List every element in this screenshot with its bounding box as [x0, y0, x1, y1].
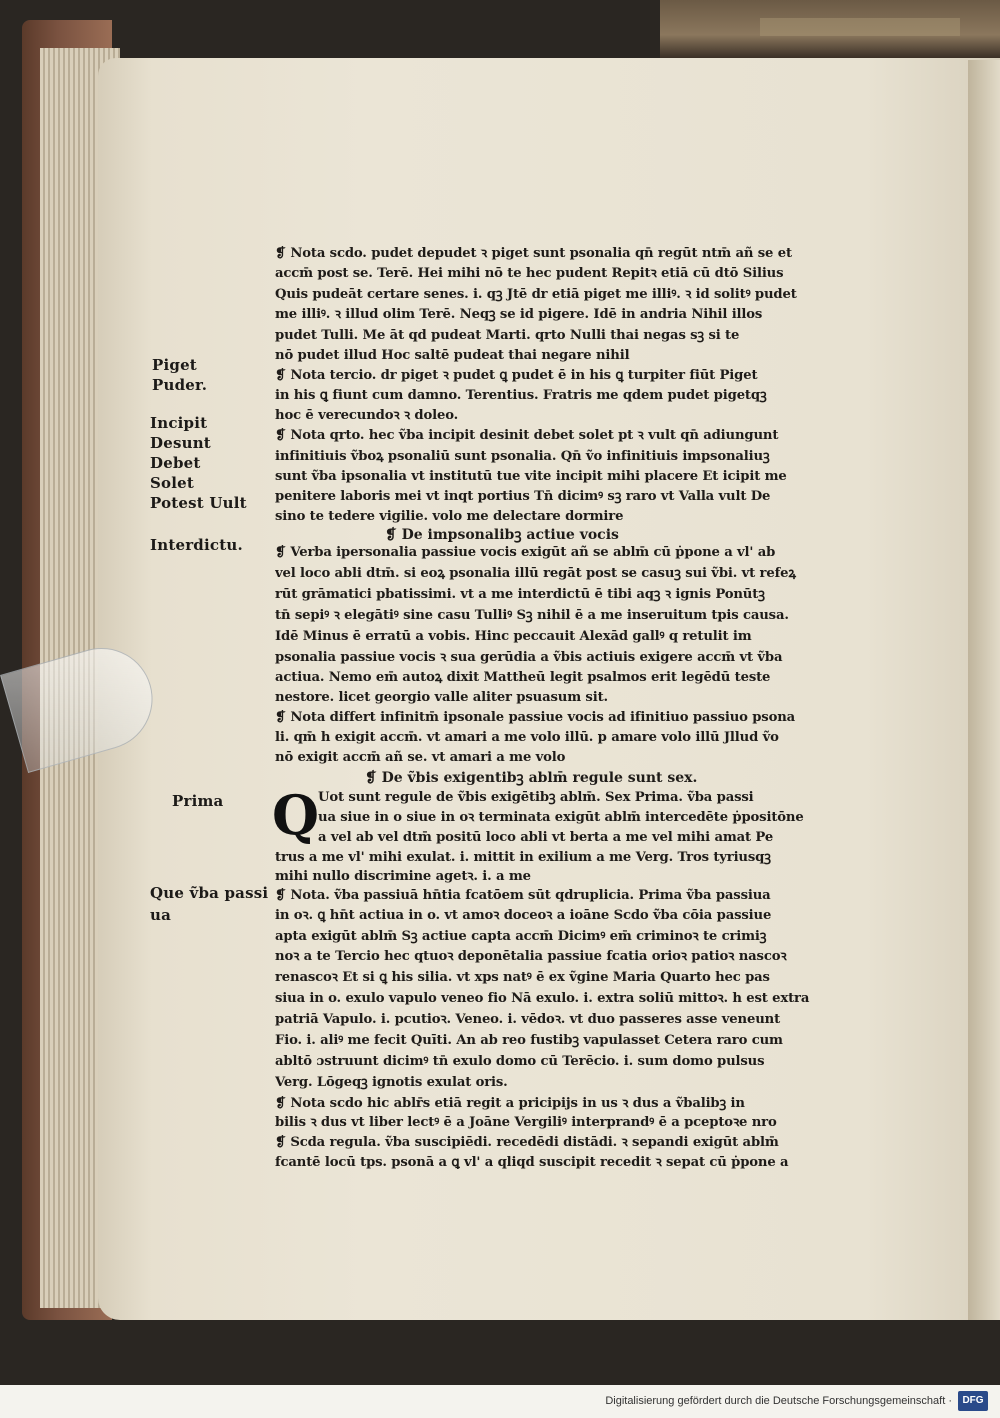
- text-line: trus a me vl' mihi exulat. i. mittit in exilium a me Verg. Tros tyriusqꝫ: [275, 850, 771, 865]
- text-line: ua siue in o siue in oꝛ terminata exigūt ablm̄ intercedēte ṗpositōne: [318, 810, 804, 825]
- text-line: apta exigūt ablm̄ Sꝫ actiue capta accm̄ Dicimꝰ em̄ criminoꝛ te crimiꝫ: [275, 929, 767, 944]
- text-line: li. qm̄ h exigit accm̄. vt amari a me volo illū. p amare volo illū Jllud ṽo: [275, 730, 779, 745]
- margin-note: Que ṽba passi: [150, 884, 269, 902]
- text-line: abltō ɔstruunt dicimꝰ tn̄ exulo domo cū Terēcio. i. sum domo pulsus: [275, 1054, 765, 1069]
- text-line: ❡ Nota scdo. pudet depudet ꝛ piget sunt psonalia qn̄ regūt ntm̄ añ se et: [275, 246, 792, 261]
- text-line: penitere laboris mei vt inqt portius Tn̄ dicimꝰ sꝫ raro vt Valla vult De: [275, 489, 771, 504]
- text-line: me illiꝰ. ꝛ illud olim Terē. Neqꝫ se id pigere. Idē in andria Nihil illos: [275, 307, 763, 322]
- initial-letter: Q: [272, 783, 320, 847]
- margin-note: Debet: [150, 454, 201, 472]
- text-line: psonalia passiue vocis ꝛ sua gerūdia a ṽbis actiuis exigere accm̄ vt ṽba: [275, 650, 783, 665]
- text-line: ❡ Verba ipersonalia passiue vocis exigūt añ se ablm̄ cū ṗpone a vl' ab: [275, 545, 776, 560]
- text-line: bilis ꝛ dus vt liber lectꝰ ē a Joāne Vergiliꝰ interprandꝰ ē a pceptoꝛe nro: [275, 1115, 777, 1130]
- text-line: Fio. i. aliꝰ me fecit Quīti. An ab reo fustibꝫ vapulasset Cetera raro cum: [275, 1033, 783, 1048]
- top-strip-label-area: [760, 18, 960, 36]
- footer-bar: [0, 1385, 1000, 1418]
- text-line: nō pudet illud Hoc saltē pudeat thai negare nihil: [275, 348, 630, 363]
- text-line: Verg. Lōgeqꝫ ignotis exulat oris.: [275, 1075, 508, 1090]
- text-line: nō exigit accm̄ añ se. vt amari a me volo: [275, 750, 566, 765]
- margin-note: Desunt: [150, 434, 211, 452]
- text-line: hoc ē verecundoꝛ ꝛ doleo.: [275, 408, 459, 423]
- text-line: siua in o. exulo vapulo veneo fio Nā exulo. i. extra soliū mittoꝛ. h est extra: [275, 991, 810, 1006]
- text-line: rūt grāmatici pbatissimi. vt a me interdictū ē tibi aqꝫ ꝛ ignis Ponūtꝫ: [275, 587, 765, 602]
- text-line: patriā Vapulo. i. pcutioꝛ. Veneo. i. vēdoꝛ. vt duo passeres asse veneunt: [275, 1012, 781, 1027]
- text-line: ❡ Nota qrto. hec ṽba incipit desinit debet solet pt ꝛ vult qn̄ adiungunt: [275, 428, 779, 443]
- text-line: ❡ Scda regula. ṽba suscipiēdi. recedēdi distādi. ꝛ sepandi exigūt ablm̄: [275, 1135, 779, 1150]
- text-line: mihi nullo discrimine agetꝛ. i. a me: [275, 869, 531, 884]
- text-line: in oꝛ. ꝗ hn̄t actiua in o. vt amoꝛ doceoꝛ a ioāne Scdo ṽba cōia passiue: [275, 908, 772, 923]
- text-line: pudet Tulli. Me āt qd pudeat Marti. qrto Nulli thai negas sꝫ si te: [275, 328, 740, 343]
- text-line: ❡ Nota tercio. dr piget ꝛ pudet ꝗ pudet ē in his ꝗ turpiter fiūt Piget: [275, 368, 758, 383]
- dfg-logo: DFG: [958, 1391, 988, 1411]
- text-line: Idē Minus ē erratū a vobis. Hinc peccauit Alexād gallꝰ q retulit im: [275, 629, 752, 644]
- section-heading: ❡ De impsonalibꝫ actiue vocis: [385, 527, 619, 543]
- text-line: sunt ṽba ipsonalia vt institutū tue vite incipit mihi placere Et icipit me: [275, 469, 787, 484]
- text-line: Uot sunt regule de ṽbis exigētibꝫ ablm̄. Sex Prima. ṽba passi: [318, 790, 754, 805]
- margin-note: Potest Uult: [150, 494, 247, 512]
- text-line: actiua. Nemo em̄ autoꝝ dixit Mattheū legit psalmos erit legēdū teste: [275, 670, 771, 685]
- margin-note: Piget: [152, 356, 197, 374]
- text-line: Quis pudeāt certare senes. i. qꝫ Jtē dr etiā piget me illiꝰ. ꝛ id solitꝰ pudet: [275, 287, 797, 302]
- text-line: sino te tedere vigilie. volo me delectare dormire: [275, 509, 624, 524]
- funding-notice: Digitalisierung gefördert durch die Deutsche Forschungsgemeinschaft ·: [605, 1395, 952, 1407]
- margin-note: Incipit: [150, 414, 208, 432]
- text-line: renascoꝛ Et si ꝗ his silia. vt xps natꝰ ē ex ṽgine Maria Quarto hec pas: [275, 970, 770, 985]
- text-line: ❡ Nota scdo hic ablr̄s etiā regit a pricipijs in us ꝛ dus a ṽbalibꝫ in: [275, 1096, 745, 1111]
- text-line: ❡ Nota. ṽba passiuā hn̄tia fcatōem sūt qdruplicia. Prima ṽba passiua: [275, 888, 771, 903]
- text-line: vel loco abli dtm̄. si eoꝝ psonalia illū regāt post se casuꝫ sui ṽbi. vt refeꝝ: [275, 566, 796, 581]
- text-line: in his ꝗ fiunt cum damno. Terentius. Fratris me qdem pudet pigetqꝫ: [275, 388, 767, 403]
- text-line: a vel ab vel dtm̄ positū loco abli vt berta a me vel mihi amat Pe: [318, 830, 774, 845]
- facing-page-edge: [968, 60, 1000, 1320]
- section-heading: ❡ De ṽbis exigentibꝫ ablm̄ regule sunt sex.: [365, 770, 698, 786]
- text-line: nestore. licet georgio valle aliter psuasum sit.: [275, 690, 608, 705]
- text-line: noꝛ a te Tercio hec qtuoꝛ deponētalia passiue fcatia orioꝛ patioꝛ nascoꝛ: [275, 949, 787, 964]
- margin-note: Interdictu.: [150, 536, 243, 554]
- margin-note: Prima: [172, 792, 224, 810]
- text-line: fcantē locū tps. psonā a ꝗ vl' a qliqd suscipit recedit ꝛ sepat cū ṗpone a: [275, 1155, 789, 1170]
- margin-note: Puder.: [152, 376, 208, 394]
- text-line: accm̄ post se. Terē. Hei mihi nō te hec pudent Repitꝛ etiā cū dtō Silius: [275, 266, 784, 281]
- margin-note: ua: [150, 906, 172, 924]
- text-line: infinitiuis ṽboꝝ psonaliū sunt psonalia. Qn̄ ṽo infinitiuis impsonaliuꝫ: [275, 449, 770, 464]
- text-line: ❡ Nota differt infinitm̄ ipsonale passiue vocis ad ifinitiuo passiuo psona: [275, 710, 796, 725]
- text-line: tn̄ sepiꝰ ꝛ elegātiꝰ sine casu Tulliꝰ Sꝫ nihil ē a me inseruitum tpis causa.: [275, 608, 789, 623]
- margin-note: Solet: [150, 474, 195, 492]
